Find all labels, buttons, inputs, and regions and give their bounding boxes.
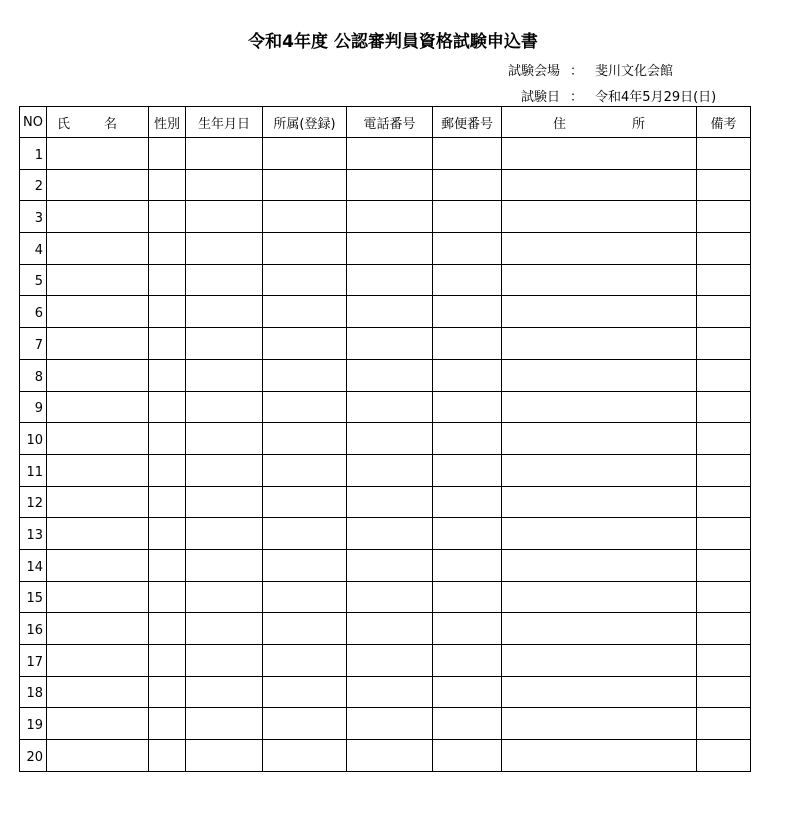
cell-phone[interactable] [347,454,433,486]
table-row [20,233,751,265]
header-phone: 電話番号 [347,107,433,138]
cell-phone[interactable] [347,613,433,645]
cell-postal[interactable] [433,486,502,518]
table-row [20,138,751,170]
cell-remarks[interactable] [697,328,751,360]
table-row [20,201,751,233]
cell-name[interactable] [47,391,149,423]
row-number: 7 [20,328,47,360]
cell-gender[interactable] [149,264,186,296]
table-row [20,423,751,455]
cell-phone[interactable] [347,549,433,581]
table-row [20,613,751,645]
cell-address[interactable] [502,645,697,677]
cell-birthdate[interactable] [186,359,263,391]
cell-postal[interactable] [433,581,502,613]
cell-affiliation[interactable] [263,391,347,423]
cell-name[interactable] [47,518,149,550]
header-gender: 性別 [149,107,186,138]
cell-postal[interactable] [433,676,502,708]
cell-remarks[interactable] [697,138,751,170]
row-number: 20 [20,740,47,772]
cell-phone[interactable] [347,296,433,328]
table-header-row [20,107,751,138]
table-row [20,169,751,201]
row-number: 19 [20,708,47,740]
cell-birthdate[interactable] [186,518,263,550]
cell-remarks[interactable] [697,518,751,550]
cell-affiliation[interactable] [263,645,347,677]
cell-gender[interactable] [149,613,186,645]
row-number: 6 [20,296,47,328]
cell-postal[interactable] [433,645,502,677]
cell-phone[interactable] [347,740,433,772]
table-body [20,138,751,772]
exam-date-separator: ： [570,90,584,105]
cell-remarks[interactable] [697,676,751,708]
cell-name[interactable] [47,645,149,677]
cell-gender[interactable] [149,138,186,170]
cell-affiliation[interactable] [263,296,347,328]
cell-affiliation[interactable] [263,549,347,581]
cell-name[interactable] [47,454,149,486]
cell-affiliation[interactable] [263,708,347,740]
cell-address[interactable] [502,169,697,201]
cell-address[interactable] [502,518,697,550]
cell-gender[interactable] [149,708,186,740]
cell-address[interactable] [502,328,697,360]
header-affiliation: 所属(登録) [263,107,347,138]
cell-postal[interactable] [433,201,502,233]
page-title: 令和4年度 公認審判員資格試験申込書 [248,32,538,52]
exam-venue-separator: ： [570,64,584,79]
application-table [19,106,751,772]
cell-remarks[interactable] [697,233,751,265]
row-number: 5 [20,264,47,296]
table-row [20,740,751,772]
cell-affiliation[interactable] [263,201,347,233]
exam-date-label: 試験日 [521,90,561,105]
cell-address[interactable] [502,454,697,486]
cell-birthdate[interactable] [186,233,263,265]
header-postal: 郵便番号 [433,107,502,138]
cell-birthdate[interactable] [186,486,263,518]
cell-phone[interactable] [347,645,433,677]
table-row [20,676,751,708]
cell-address[interactable] [502,264,697,296]
cell-remarks[interactable] [697,581,751,613]
cell-affiliation[interactable] [263,613,347,645]
cell-remarks[interactable] [697,613,751,645]
cell-birthdate[interactable] [186,391,263,423]
cell-phone[interactable] [347,423,433,455]
exam-venue-label: 試験会場 [508,64,561,79]
table-row [20,708,751,740]
cell-name[interactable] [47,613,149,645]
table-row [20,549,751,581]
cell-birthdate[interactable] [186,549,263,581]
header-name [47,107,149,138]
exam-venue-value: 斐川文化会館 [595,64,674,79]
cell-postal[interactable] [433,549,502,581]
cell-birthdate[interactable] [186,423,263,455]
cell-postal[interactable] [433,359,502,391]
cell-gender[interactable] [149,676,186,708]
cell-gender[interactable] [149,518,186,550]
cell-birthdate[interactable] [186,454,263,486]
cell-affiliation[interactable] [263,359,347,391]
cell-postal[interactable] [433,391,502,423]
row-number: 10 [20,423,47,455]
cell-affiliation[interactable] [263,486,347,518]
cell-gender[interactable] [149,740,186,772]
row-number: 18 [20,676,47,708]
table-row [20,359,751,391]
cell-remarks[interactable] [697,264,751,296]
cell-birthdate[interactable] [186,296,263,328]
cell-postal[interactable] [433,328,502,360]
cell-address[interactable] [502,138,697,170]
cell-remarks[interactable] [697,708,751,740]
exam-venue [508,60,673,79]
cell-affiliation[interactable] [263,264,347,296]
cell-birthdate[interactable] [186,708,263,740]
cell-address[interactable] [502,676,697,708]
row-number: 1 [20,138,47,170]
cell-affiliation[interactable] [263,676,347,708]
cell-gender[interactable] [149,233,186,265]
cell-remarks[interactable] [697,169,751,201]
cell-address[interactable] [502,549,697,581]
table-row [20,328,751,360]
cell-postal[interactable] [433,138,502,170]
row-number: 3 [20,201,47,233]
row-number: 16 [20,613,47,645]
cell-remarks[interactable] [697,645,751,677]
cell-postal[interactable] [433,454,502,486]
cell-address[interactable] [502,233,697,265]
cell-name[interactable] [47,549,149,581]
cell-postal[interactable] [433,518,502,550]
table-row [20,486,751,518]
table-row [20,391,751,423]
cell-address[interactable] [502,423,697,455]
cell-gender[interactable] [149,328,186,360]
cell-name[interactable] [47,359,149,391]
cell-postal[interactable] [433,169,502,201]
cell-phone[interactable] [347,581,433,613]
cell-phone[interactable] [347,328,433,360]
row-number: 8 [20,359,47,391]
cell-affiliation[interactable] [263,328,347,360]
cell-address[interactable] [502,486,697,518]
table-row [20,454,751,486]
cell-name[interactable] [47,233,149,265]
cell-postal[interactable] [433,296,502,328]
cell-address[interactable] [502,359,697,391]
cell-address[interactable] [502,613,697,645]
cell-name[interactable] [47,676,149,708]
cell-affiliation[interactable] [263,423,347,455]
cell-affiliation[interactable] [263,169,347,201]
cell-affiliation[interactable] [263,581,347,613]
row-number: 17 [20,645,47,677]
cell-affiliation[interactable] [263,233,347,265]
cell-birthdate[interactable] [186,676,263,708]
cell-gender[interactable] [149,359,186,391]
cell-phone[interactable] [347,264,433,296]
cell-phone[interactable] [347,518,433,550]
cell-affiliation[interactable] [263,454,347,486]
cell-address[interactable] [502,740,697,772]
table-row [20,581,751,613]
cell-affiliation[interactable] [263,138,347,170]
cell-remarks[interactable] [697,201,751,233]
cell-name[interactable] [47,740,149,772]
cell-birthdate[interactable] [186,740,263,772]
cell-address[interactable] [502,296,697,328]
cell-postal[interactable] [433,423,502,455]
header-remarks: 備考 [697,107,751,138]
cell-name[interactable] [47,708,149,740]
cell-phone[interactable] [347,708,433,740]
cell-postal[interactable] [433,740,502,772]
cell-gender[interactable] [149,296,186,328]
cell-gender[interactable] [149,391,186,423]
row-number: 11 [20,454,47,486]
cell-remarks[interactable] [697,740,751,772]
row-number: 13 [20,518,47,550]
cell-postal[interactable] [433,613,502,645]
cell-phone[interactable] [347,359,433,391]
cell-affiliation[interactable] [263,518,347,550]
row-number: 15 [20,581,47,613]
row-number: 12 [20,486,47,518]
cell-gender[interactable] [149,201,186,233]
cell-postal[interactable] [433,708,502,740]
cell-phone[interactable] [347,391,433,423]
cell-name[interactable] [47,138,149,170]
cell-gender[interactable] [149,581,186,613]
table-row [20,264,751,296]
cell-name[interactable] [47,296,149,328]
cell-gender[interactable] [149,169,186,201]
cell-remarks[interactable] [697,359,751,391]
header-name-family: 氏 [57,116,71,132]
table-row [20,518,751,550]
cell-remarks[interactable] [697,296,751,328]
cell-remarks[interactable] [697,391,751,423]
header-address [502,107,697,138]
cell-name[interactable] [47,169,149,201]
cell-gender[interactable] [149,645,186,677]
cell-phone[interactable] [347,138,433,170]
cell-name[interactable] [47,423,149,455]
cell-phone[interactable] [347,201,433,233]
header-address-2: 所 [632,116,646,132]
cell-address[interactable] [502,581,697,613]
cell-address[interactable] [502,201,697,233]
cell-birthdate[interactable] [186,645,263,677]
header-address-1: 住 [552,116,566,132]
cell-gender[interactable] [149,423,186,455]
cell-postal[interactable] [433,233,502,265]
header-birthdate: 生年月日 [186,107,263,138]
row-number: 2 [20,169,47,201]
cell-address[interactable] [502,391,697,423]
cell-birthdate[interactable] [186,581,263,613]
exam-date-value: 令和4年5月29日(日) [595,90,717,105]
cell-phone[interactable] [347,676,433,708]
cell-name[interactable] [47,328,149,360]
cell-birthdate[interactable] [186,201,263,233]
table-row [20,645,751,677]
cell-name[interactable] [47,264,149,296]
cell-name[interactable] [47,486,149,518]
cell-remarks[interactable] [697,486,751,518]
cell-birthdate[interactable] [186,169,263,201]
cell-remarks[interactable] [697,549,751,581]
row-number: 9 [20,391,47,423]
header-no: NO [20,107,47,138]
table-row [20,296,751,328]
cell-gender[interactable] [149,454,186,486]
cell-phone[interactable] [347,486,433,518]
cell-birthdate[interactable] [186,264,263,296]
cell-address[interactable] [502,708,697,740]
cell-remarks[interactable] [697,423,751,455]
exam-date [521,86,716,105]
cell-phone[interactable] [347,233,433,265]
cell-phone[interactable] [347,169,433,201]
cell-birthdate[interactable] [186,138,263,170]
header-name-given: 名 [104,116,118,132]
row-number: 14 [20,549,47,581]
cell-postal[interactable] [433,264,502,296]
cell-birthdate[interactable] [186,328,263,360]
cell-birthdate[interactable] [186,613,263,645]
cell-name[interactable] [47,581,149,613]
cell-affiliation[interactable] [263,740,347,772]
cell-remarks[interactable] [697,454,751,486]
row-number: 4 [20,233,47,265]
cell-gender[interactable] [149,486,186,518]
cell-name[interactable] [47,201,149,233]
cell-gender[interactable] [149,549,186,581]
